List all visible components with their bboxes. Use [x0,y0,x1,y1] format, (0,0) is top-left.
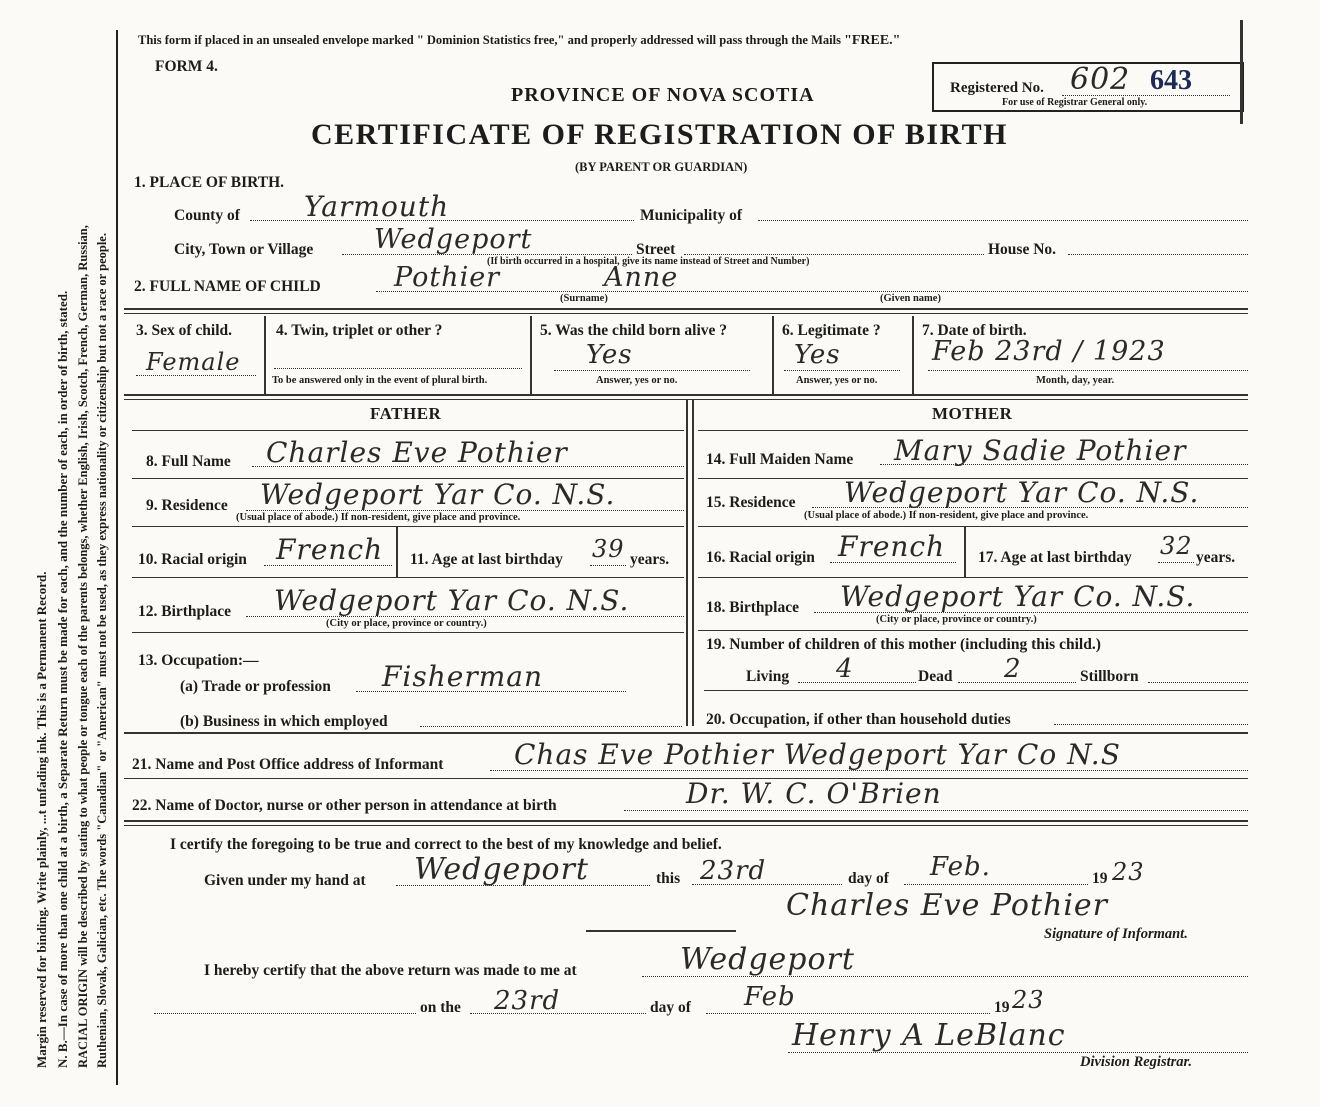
margin-note-nb: N. B.—In case of more than one child at a birth, a Separate Return must be made for each, and the number of each, in order of birth, stated. [55,290,70,1068]
father-birthplace-value: Wedgeport Yar Co. N.S. [274,584,630,617]
registered-label: Registered No. [950,80,1044,96]
divider-2 [124,394,1248,396]
place-of-birth-heading: 1. PLACE OF BIRTH. [134,174,285,191]
mother-living-label: Living [746,668,790,685]
father-age-years: years. [630,551,670,568]
legit-label: 6. Legitimate ? [782,322,881,339]
mother-living-dots [798,682,916,683]
mother-racial-label: 16. Racial origin [706,549,815,566]
dob-dots [928,370,1248,371]
mother-row-line-4 [698,577,1248,578]
father-birthplace-note: (City or place, province or country.) [326,618,487,629]
dob-caption: Month, day, year. [1036,375,1115,386]
mother-row-line-1 [698,430,1248,431]
row-3-divider-c [772,316,774,394]
registrar-signature-dots [788,1052,1248,1053]
father-occupation-label: 13. Occupation:— [138,652,259,669]
dob-label: 7. Date of birth. [922,322,1027,339]
cert-month-value: Feb. [930,852,991,882]
alive-label: 5. Was the child born alive ? [540,322,728,339]
mother-occupation-dots [1054,724,1248,725]
reg-day-of-label: day of [650,999,691,1016]
cert-year-prefix: 19 [1092,870,1108,887]
informant-signature: Charles Eve Pothier [786,888,1109,923]
informant-value: Chas Eve Pothier Wedgeport Yar Co N.S [514,738,1121,771]
municipality-dots [758,220,1248,221]
father-age-dots [590,565,626,566]
mail-notice-free: "FREE." [844,33,901,48]
mother-residence-label: 15. Residence [706,494,796,511]
cert-day-value: 23rd [700,856,767,886]
on-the-label: on the [420,999,461,1016]
father-trade-label: (a) Trade or profession [180,678,331,695]
registrar-statement: I hereby certify that the above return was made to me at [204,962,577,979]
father-name-value: Charles Eve Pothier [266,436,568,469]
street-label: Street [636,241,676,258]
divider-5b [124,825,1248,826]
alive-note: Answer, yes or no. [596,375,678,386]
father-row-line-3 [132,526,684,527]
mail-notice-text: This form if placed in an unsealed envelope marked " Dominion Statistics free," and properly addressed will pass through the Mails [138,33,845,47]
father-residence-value: Wedgeport Yar Co. N.S. [260,478,616,511]
mother-racial-value: French [838,530,946,563]
mother-children-label: 19. Number of children of this mother (including this child.) [706,636,1101,653]
mother-living-value: 4 [836,654,854,684]
mother-dead-value: 2 [1004,654,1022,684]
registrar-note: For use of Registrar General only. [1002,97,1148,108]
mother-dead-label: Dead [918,668,953,685]
mother-stillborn-dots [1148,682,1248,683]
twin-dots [274,368,522,369]
mother-abode-note: (Usual place of abode.) If non-resident, give place and province. [804,510,1089,521]
row-3-divider-a [264,316,266,394]
city-label: City, Town or Village [174,241,314,258]
row-3-divider-d [912,316,914,394]
child-given-value: Anne [604,262,679,293]
city-value: Wedgeport [374,224,533,255]
house-label: House No. [988,241,1057,258]
house-dots [1068,254,1248,255]
margin-note-racial-2: Ruthenian, Slovak, Galician, etc. The words "Canadian" or "American" must not be used, as they express nationality or citizenship but not a race or people. [95,233,109,1068]
father-residence-label: 9. Residence [146,497,228,514]
street-dots [684,254,984,255]
doctor-dots [624,810,1248,811]
mail-notice [138,33,900,49]
father-racial-value: French [276,533,384,566]
doctor-value: Dr. W. C. O'Brien [686,777,942,810]
registered-number: 643 [1150,65,1192,96]
twin-note: To be answered only in the event of plural birth. [272,375,488,386]
hospital-note: (If birth occurred in a hospital, give its name instead of Street and Number) [487,256,810,267]
registrar-signature: Henry A LeBlanc [792,1018,1066,1053]
mother-residence-value: Wedgeport Yar Co. N.S. [844,476,1200,509]
registrar-caption: Division Registrar. [1080,1054,1192,1070]
mother-name-label: 14. Full Maiden Name [706,451,854,468]
margin-rule [116,30,118,1085]
father-row-line-5 [132,632,684,633]
parent-column-divider-a [686,400,688,726]
form-number: FORM 4. [155,58,218,75]
reg-month-value: Feb [744,982,796,1012]
signature-stub-line [586,930,736,932]
this-label: this [656,870,681,887]
registrar-place-value: Wedgeport [680,942,855,977]
registered-number-box [932,62,1244,112]
county-label: County of [174,207,240,224]
margin-note-racial-1: RACIAL ORIGIN will be described by stating to what people or tongue each of the parents belongs, whether English, Irish, Scotch, French, German, Russian, [76,225,90,1068]
mother-age-years: years. [1196,549,1236,566]
twin-label: 4. Twin, triplet or other ? [276,322,443,339]
parent-column-divider-b [692,400,694,726]
registered-dots [1062,95,1230,96]
father-abode-note: (Usual place of abode.) If non-resident, give place and province. [236,512,521,523]
mother-occupation-label: 20. Occupation, if other than household duties [706,711,1011,728]
registered-handwritten: 602 [1070,62,1131,97]
mother-birthplace-value: Wedgeport Yar Co. N.S. [840,580,1196,613]
mother-stillborn-label: Stillborn [1080,668,1139,685]
legit-value: Yes [794,340,841,370]
reg-month-dots [706,1013,990,1014]
month-dots [904,884,1088,885]
doctor-label: 22. Name of Doctor, nurse or other person in attendance at birth [132,797,557,814]
cert-year-suffix: 23 [1112,858,1145,886]
mother-heading: MOTHER [932,404,1013,423]
child-name-label: 2. FULL NAME OF CHILD [134,278,321,295]
given-place-value: Wedgeport [414,852,589,887]
mother-age-dots [1158,562,1194,563]
informant-label: 21. Name and Post Office address of Informant [132,756,444,773]
mother-row-line-3 [698,526,1248,527]
divider-3 [124,732,1248,734]
mother-row-line-5 [698,630,1248,631]
child-name-dots [376,291,1248,292]
mother-row-line-6 [704,690,1248,691]
certificate-title: CERTIFICATE OF REGISTRATION OF BIRTH [311,118,1008,151]
legit-note: Answer, yes or no. [796,375,878,386]
alive-dots [554,370,750,371]
father-age-value: 39 [592,535,625,563]
divider-1 [124,308,1248,310]
county-value: Yarmouth [304,190,450,223]
sex-value: Female [146,348,241,376]
child-surname-value: Pothier [394,262,501,293]
reg-day-value: 23rd [494,986,561,1016]
father-racial-label: 10. Racial origin [138,551,247,568]
margin-notes [0,0,118,1107]
father-row-line-4 [132,577,684,578]
mother-age-divider [964,527,966,577]
province-title: PROVINCE OF NOVA SCOTIA [511,84,815,106]
registered-pen-stroke [1240,20,1243,124]
municipality-label: Municipality of [640,207,743,224]
father-business-label: (b) Business in which employed [180,713,388,730]
father-age-label: 11. Age at last birthday [410,551,563,568]
given-caption: (Given name) [880,293,941,304]
mother-birthplace-label: 18. Birthplace [706,599,799,616]
father-business-dots [420,726,682,727]
row-3-divider-b [530,316,532,394]
surname-caption: (Surname) [560,293,608,304]
reg-year-prefix: 19 [994,999,1010,1016]
mother-birthplace-note: (City or place, province or country.) [876,614,1037,625]
reg-year-suffix: 23 [1012,986,1045,1014]
informant-signature-caption: Signature of Informant. [1044,926,1188,942]
sex-dots [136,375,256,376]
divider-1b [124,313,1248,314]
father-trade-value: Fisherman [382,660,544,693]
mother-age-label: 17. Age at last birthday [978,549,1132,566]
father-heading: FATHER [370,404,442,423]
alive-value: Yes [586,340,633,370]
cert-day-of-label: day of [848,870,889,887]
sex-label: 3. Sex of child. [136,322,233,339]
father-birthplace-label: 12. Birthplace [138,603,231,620]
certificate-subtitle: (BY PARENT OR GUARDIAN) [575,160,748,174]
father-name-label: 8. Full Name [146,453,231,470]
certificate-sheet [124,0,1320,1107]
margin-note-binding: Margin reserved for binding. Write plainly, ...t unfading ink. This is a Permanent Record. [34,571,49,1068]
on-the-lead-dots [154,1013,416,1014]
dob-value: Feb 23rd / 1923 [932,336,1166,367]
certify-statement: I certify the foregoing to be true and correct to the best of my knowledge and belief. [170,836,722,853]
father-age-divider [396,527,398,577]
father-row-line-1 [132,430,684,431]
mother-name-value: Mary Sadie Pothier [894,434,1187,467]
given-label: Given under my hand at [204,872,366,889]
mother-age-value: 32 [1160,532,1193,560]
legit-dots [784,370,900,371]
divider-5 [124,820,1248,822]
